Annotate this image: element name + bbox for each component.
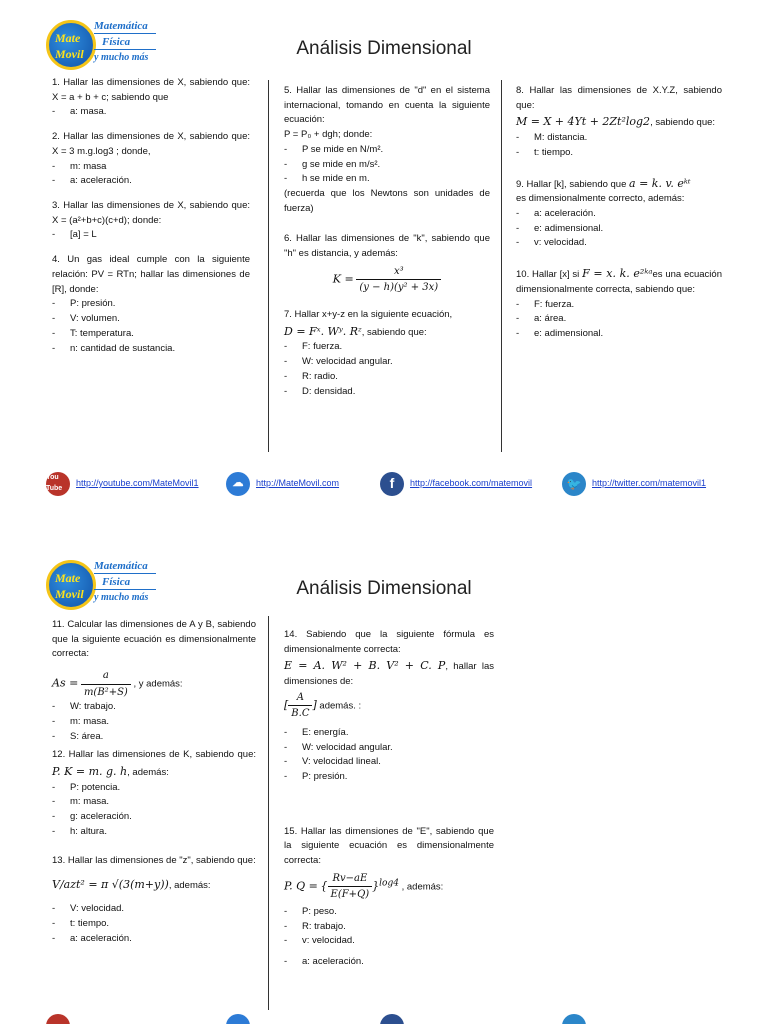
youtube-icon: You Tube	[46, 472, 70, 496]
fraction: $\frac{\text{x³}}{\text{(y − h)(y² + 3x)}}$	[356, 264, 441, 296]
column-divider	[268, 80, 269, 452]
column-2	[284, 84, 490, 409]
facebook-link[interactable]: http://facebook.com/matemovil	[410, 478, 533, 489]
question-6: 6. Hallar las dimensiones de "k", sabiendo que "h" es distancia, y además: K = $\frac{\text{x³}}{\text{(y − h)(y² + 3x)}}$	[284, 232, 490, 295]
logo-badge: Mate Movil	[46, 20, 96, 70]
question-9: 9. Hallar [k], sabiendo que a = k. v. eᵏᵗ es dimensionalmente correcto, además: - a: aceleración. - e: adimensional. - v: velocidad.	[516, 175, 722, 252]
page-title: Análisis Dimensional	[296, 38, 472, 59]
question-14: 14. Sabiendo que la siguiente fórmula es dimensionalmente correcta: E = A. W² + B. V² + C. P, hallar las dimensiones de: [ $\frac{A}{B.C}$ ] además. : - E: energía. - W: velocidad angular. - V: velocidad lineal. - P: presión.	[284, 628, 494, 785]
column-2	[284, 628, 494, 980]
youtube-link-group	[46, 472, 199, 496]
youtube-link[interactable]: http://youtube.com/MateMovil1	[76, 478, 199, 489]
logo-text-3: y mucho más	[94, 592, 149, 603]
column-1	[52, 618, 256, 956]
question-13: 13. Hallar las dimensiones de "z", sabiendo que: V/azt² = π √(3(m+y)), además: - V: velocidad. - t: tiempo. - a: aceleración.	[52, 854, 256, 947]
twitter-icon[interactable]	[562, 1014, 586, 1024]
question-15: 15. Hallar las dimensiones de "E", sabiendo que la siguiente ecuación es dimensionalmente correcta: P. Q = { $\frac{Rv-aE}{E(F+Q)}$ }$^{log4}$ , además: - P: peso. - R: trabajo. - v: velocidad. - a: aceleración.	[284, 825, 494, 970]
facebook-icon: f	[380, 472, 404, 496]
column-divider	[501, 80, 502, 452]
fraction: $\frac{a}{\text{m(B²+S)}}$	[81, 668, 131, 700]
fraction: $\frac{Rv-aE}{E(F+Q)}$	[328, 871, 373, 903]
question-12: 12. Hallar las dimensiones de K, sabiendo que: P. K = m. g. h, además: - P: potencia. - m: masa. - g: aceleración. - h: altura.	[52, 748, 256, 839]
logo-text-3: y mucho más	[94, 52, 149, 63]
site-link[interactable]: http://MateMovil.com	[256, 478, 340, 489]
question-8: 8. Hallar las dimensiones de X.Y.Z, sabiendo que: M = X + 4Yt + 2Zt²log2, sabiendo que: - M: distancia. - t: tiempo.	[516, 84, 722, 161]
cloud-icon: ☁	[226, 472, 250, 496]
question-4: 4. Un gas ideal cumple con la siguiente relación: PV = RTn; hallar las dimensiones de [R], donde: - P: presión. - V: volumen. - T: temperatura. - n: cantidad de sustancia.	[52, 253, 250, 356]
logo-text-1: Matemática	[94, 560, 148, 572]
fraction: $\frac{A}{B.C}$	[288, 690, 312, 722]
logo-text-1: Matemática	[94, 20, 148, 32]
logo-text-2: Física	[102, 576, 131, 588]
question-7: 7. Hallar x+y-z en la siguiente ecuación, D = Fˣ. Wʸ. Rᶻ, sabiendo que: - F: fuerza. - W: velocidad angular. - R: radio. - D: densidad.	[284, 308, 490, 399]
facebook-link-group	[380, 472, 532, 496]
social-links-footer	[0, 472, 768, 500]
question-10: 10. Hallar [x] si F = x. k. e²ᵏᵃes una ecuación dimensionalmente correcta, sabiendo que: - F: fuerza. - a: área. - e: adimensional.	[516, 265, 722, 342]
question-5: 5. Hallar las dimensiones de "d" en el sistema internacional, tomando en cuenta la siguiente ecuación: P = P₀ + dgh; donde: - P se mide en N/m². - g se mide en m/s². - h se mide en m. (recuerda que los Newtons son unidades de fuerza)	[284, 84, 490, 216]
cloud-icon[interactable]	[226, 1014, 250, 1024]
social-links-footer-partial	[0, 1014, 768, 1024]
question-2: 2. Hallar las dimensiones de X, sabiendo que: X = 3 m.g.log3 ; donde, - m: masa - a: aceleración.	[52, 130, 250, 189]
page-title: Análisis Dimensional	[296, 578, 472, 599]
column-1	[52, 76, 250, 366]
question-1: 1. Hallar las dimensiones de X, sabiendo que: X = a + b + c; sabiendo que - a: masa.	[52, 76, 250, 120]
column-divider	[268, 616, 269, 1010]
logo-badge: Mate Movil	[46, 560, 96, 610]
question-11: 11. Calcular las dimensiones de A y B, sabiendo que la siguiente ecuación es dimensionalmente correcta: As = $\frac{a}{\text{m(B²+S)}}$ , y además: - W: trabajo. - m: masa. - S: área.	[52, 618, 256, 744]
twitter-link-group	[562, 472, 706, 496]
column-3	[516, 84, 722, 352]
site-link-group	[226, 472, 339, 496]
twitter-link[interactable]: http://twitter.com/matemovil1	[592, 478, 707, 489]
youtube-icon[interactable]	[46, 1014, 70, 1024]
twitter-icon: 🐦	[562, 472, 586, 496]
logo-text-2: Física	[102, 36, 131, 48]
facebook-icon[interactable]	[380, 1014, 404, 1024]
question-3: 3. Hallar las dimensiones de X, sabiendo que: X = (a²+b+c)(c+d); donde: - [a] = L	[52, 199, 250, 243]
